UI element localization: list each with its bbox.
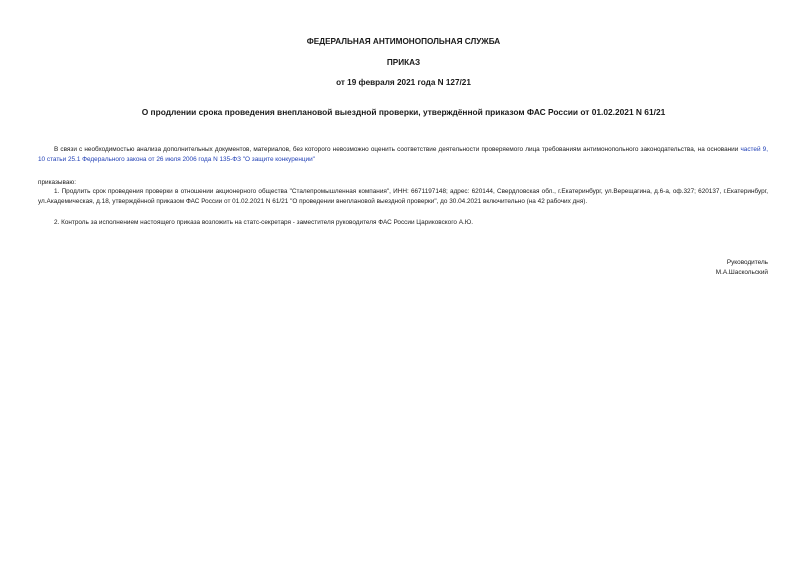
document-date-number: от 19 февраля 2021 года N 127/21	[336, 78, 471, 87]
law-reference-link[interactable]: частей 9, 10 статьи 25.1 Федерального закона от 26 июля 2006 года N 135-ФЗ "О защите конкуренции"	[38, 146, 768, 164]
document-subject: О продлении срока проведения внеплановой выездной проверки, утверждённой приказом ФАС России от 01.02.2021 N 61/21	[141, 107, 666, 117]
intro-text: В связи с необходимостью анализа дополнительных документов, материалов, без которого невозможно оценить соответствие деятельности проверяемого лица требованиям антимонопольного законодательства, на основании	[54, 146, 741, 153]
order-item-1: 1. Продлить срок проведения проверки в отношении акционерного общества "Сталепромышленная компания", ИНН: 6671197148; адрес: 620144, Свердловская обл., г.Екатеринбург, ул.Верещагина, д.6-а, оф.327; 620137, г.Екатеринбург, ул.Академическая, д.18, утверждённой приказом ФАС России от 01.02.2021 N 61/21 "О проведении внеплановой выездной проверки", до 30.04.2021 включительно (на 42 рабочих дня).	[38, 188, 768, 206]
document-type: ПРИКАЗ	[386, 58, 421, 67]
intro-paragraph	[38, 145, 768, 166]
signatory-title: Руководитель	[726, 259, 768, 266]
agency-name: ФЕДЕРАЛЬНАЯ АНТИМОНОПОЛЬНАЯ СЛУЖБА	[306, 37, 501, 46]
order-item-2: 2. Контроль за исполнением настоящего приказа возложить на статс-секретаря - заместителя руководителя ФАС России Цариковского А.Ю.	[54, 219, 473, 226]
signatory-name: М.А.Шаскольский	[715, 269, 768, 276]
order-word: приказываю:	[38, 179, 76, 186]
